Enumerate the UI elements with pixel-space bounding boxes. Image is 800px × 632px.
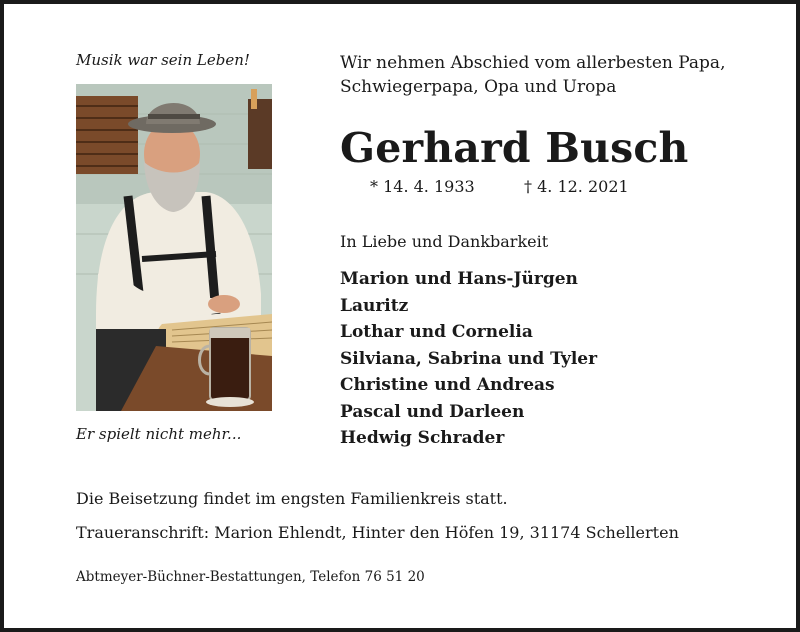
portrait-photo xyxy=(76,84,272,411)
photo-caption: Er spielt nicht mehr... xyxy=(76,425,242,443)
family-list xyxy=(340,266,597,452)
family-member: Marion und Hans-Jürgen xyxy=(340,269,578,289)
intro-text xyxy=(340,51,760,99)
funeral-note: Die Beisetzung findet im engsten Familienkreis statt. xyxy=(76,489,508,508)
family-member: Hedwig Schrader xyxy=(340,428,505,448)
birth-date: * 14. 4. 1933 xyxy=(370,177,475,196)
family-member: Lauritz xyxy=(340,295,409,316)
undertaker-contact: Abtmeyer-Büchner-Bestattungen, Telefon 76 51 20 xyxy=(76,569,425,585)
family-member: Christine und Andreas xyxy=(340,375,555,395)
gratitude-line: In Liebe und Dankbarkeit xyxy=(340,232,549,251)
family-member: Pascal und Darleen xyxy=(340,401,525,422)
family-member: Lothar und Cornelia xyxy=(340,322,533,342)
intro-line: Schwiegerpapa, Opa und Uropa xyxy=(340,77,617,97)
intro-line: Wir nehmen Abschied vom allerbesten Papa, xyxy=(340,53,726,73)
family-member: Silviana, Sabrina und Tyler xyxy=(340,348,598,369)
mourning-address: Traueranschrift: Marion Ehlendt, Hinter den Höfen 19, 31174 Schellerten xyxy=(76,523,679,542)
obituary-notice xyxy=(4,4,796,628)
death-date: † 4. 12. 2021 xyxy=(524,177,629,196)
motto: Musik war sein Leben! xyxy=(76,51,250,69)
deceased-name: Gerhard Busch xyxy=(340,124,689,172)
